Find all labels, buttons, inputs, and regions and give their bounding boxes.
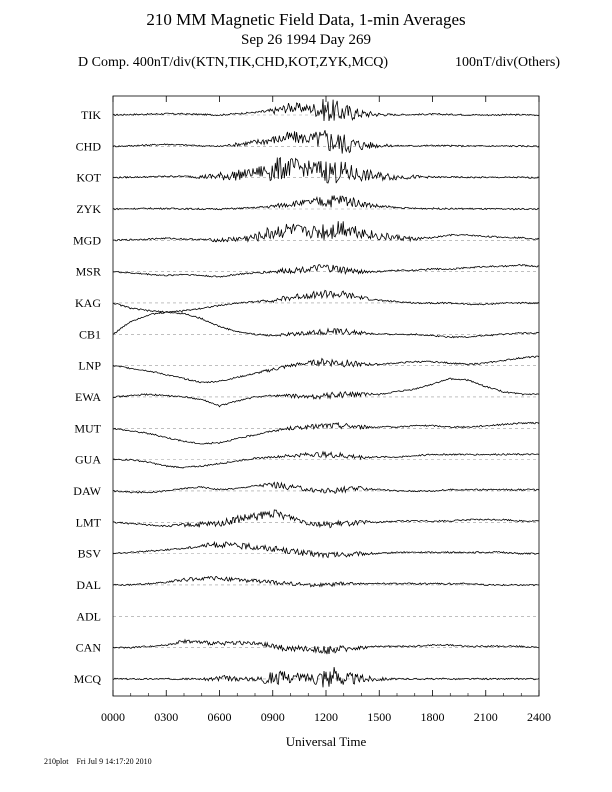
scale-note-small: 100nT/div(Others) (455, 55, 560, 70)
trace-cb1 (113, 312, 539, 338)
scale-note-large: D Comp. 400nT/div(KTN,TIK,CHD,KOT,ZYK,MCQ) (78, 55, 389, 70)
station-label-lmt: LMT (75, 515, 101, 530)
x-tick-label: 2400 (527, 710, 551, 724)
footer-timestamp: Fri Jul 9 14:17:20 2010 (76, 757, 152, 766)
station-label-mut: MUT (74, 421, 101, 436)
plot-frame (113, 96, 539, 696)
station-label-mgd: MGD (72, 233, 101, 248)
trace-ewa (113, 378, 539, 407)
station-label-tik: TIK (81, 108, 101, 122)
x-axis-ticks (101, 96, 551, 724)
x-tick-label: 0900 (260, 710, 285, 724)
trace-kag (113, 290, 539, 312)
footer-program: 210plot (44, 757, 69, 766)
trace-lmt (113, 510, 539, 528)
station-label-mcq: MCQ (73, 671, 101, 686)
trace-mcq (113, 667, 539, 687)
x-tick-label: 0000 (101, 710, 125, 724)
station-label-lnp: LNP (78, 358, 101, 373)
station-label-chd: CHD (75, 139, 101, 154)
trace-kot (113, 158, 539, 184)
station-label-ewa: EWA (75, 389, 101, 404)
station-traces (113, 99, 539, 687)
station-label-zyk: ZYK (76, 201, 101, 216)
trace-can (113, 640, 539, 654)
station-label-msr: MSR (75, 264, 101, 279)
x-tick-label: 0300 (154, 710, 179, 724)
trace-msr (113, 265, 539, 278)
trace-bsv (113, 542, 539, 558)
station-label-bsv: BSV (77, 546, 101, 561)
trace-lnp (113, 356, 539, 383)
station-label-gua: GUA (75, 452, 101, 467)
chart-subtitle: Sep 26 1994 Day 269 (241, 32, 371, 48)
station-labels (73, 108, 102, 686)
station-label-can: CAN (75, 640, 101, 655)
trace-chd (113, 130, 539, 153)
station-label-kot: KOT (76, 170, 101, 185)
x-tick-label: 2100 (473, 710, 498, 724)
trace-mut (113, 422, 539, 444)
x-tick-label: 0600 (207, 710, 232, 724)
trace-mgd (113, 221, 539, 242)
chart-title: 210 MM Magnetic Field Data, 1-min Averages (146, 10, 466, 29)
trace-daw (113, 482, 539, 493)
plot-footer (44, 757, 158, 766)
station-label-daw: DAW (73, 483, 101, 498)
station-label-kag: KAG (75, 295, 101, 310)
station-label-dal: DAL (76, 577, 101, 592)
x-tick-label: 1800 (420, 710, 445, 724)
x-tick-label: 1200 (314, 710, 338, 724)
trace-zyk (113, 195, 539, 209)
station-label-cb1: CB1 (78, 327, 101, 342)
x-tick-label: 1500 (367, 710, 392, 724)
x-axis-label: Universal Time (285, 734, 367, 749)
trace-tik (113, 99, 539, 121)
station-label-adl: ADL (76, 609, 101, 624)
